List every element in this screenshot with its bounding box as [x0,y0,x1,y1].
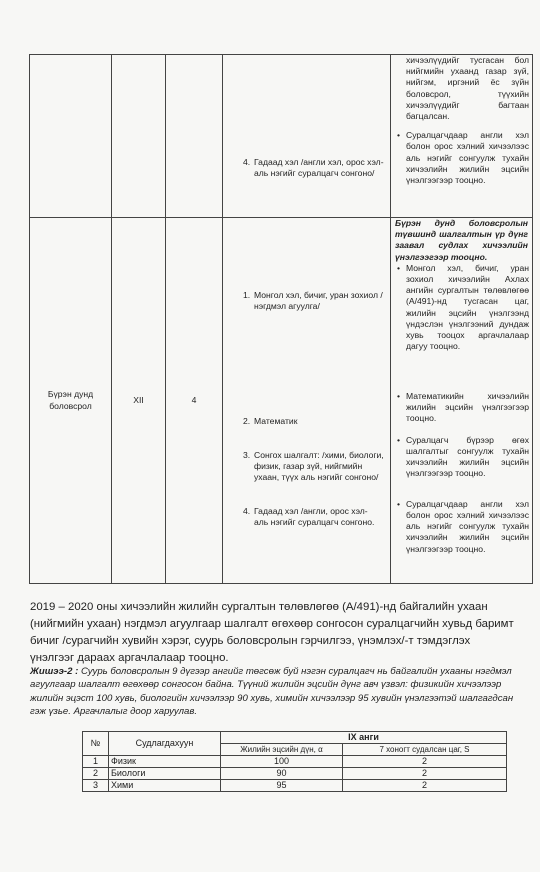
table-row [30,55,533,218]
header-num: № [83,732,109,756]
header-group: IX анги [221,732,507,744]
example-label: Жишээ-2 : [30,666,79,677]
notes-cell [391,218,533,584]
note-item: • Суралцагч бүрээр өгөх шалгалтыг сонгуулж тухайн хичээлийн жилийн эцсийн үнэлгээгээр тооцно. [391,435,532,499]
level-cell: Бүрэн дунд боловсрол [30,218,112,584]
table-row: 2 Биологи 90 2 [83,768,507,780]
bullet-icon: • [397,434,401,445]
bullet-icon: • [397,390,401,401]
subject-item: 3. Сонгох шалгалт: /хими, биологи, физик, газар зүй, нийгмийн ухаан, түүх аль нэгийг сонгоно/ [243,450,384,483]
header-hours: 7 хоногт судалсан цаг, S [343,744,507,756]
bullet-icon: • [397,262,401,273]
subject-cell [223,218,391,584]
grade-cell: XII [112,218,166,584]
note-continuation: хичээлүүдийг тусгасан бол нийгмийн ухаанд газар зүй, нийгэм, иргэний ёс зүйн боловсрол, түүхийн хичээлүүдийг багтаан багцалсан. [406,55,529,122]
subject-item: 4. Гадаад хэл /англи, орос хэл- аль нэгийг суралцагч сонгоно. [243,506,375,528]
example-text: Суурь боловсролын 9 дүгээр ангийг төгсөж буй нэгэн суралцагч нь байгалийн ухааны нэгдмэл агуулгаар шалгалт өгөхөөр сонгосон байна. Түүний жилийн эцсийн дүнг авч үзвэл: физикийн хичээлээр жилийн эцэст 100 хувь, биологийн хичээлээр 90 хувь, химийн хичээлээр 95 хувийн үнэлгээтэй шалгагдсан гэж үзье. Аргачлалыг доор харуулав. [30,666,514,718]
subject-item: 1. Монгол хэл, бичиг, уран зохиол /нэгдмэл агуулга/ [243,290,383,312]
bullet-icon: • [397,130,401,141]
table-header-row [83,732,507,744]
note-item: • Монгол хэл, бичиг, уран зохиол хичээлийн Ахлах ангийн сургалтын төлөвлөгөө (А/491)-нд тусгасан цаг, жилийн эцсийн үнэлгээнд үндэслэн үнэлгээний дундаж хувь тооцох аргачлалаар дагуу тооцно. [391,263,532,391]
table-row: 1 Физик 100 2 [83,756,507,768]
note-item: • Суралцагчдаар англи хэл болон орос хэлний хичээлээс аль нэгийг сонгуулж тухайн хичээлийн жилийн эцсийн үнэлгээгээр тооцно. [397,498,529,554]
table-row: 3 Хими 95 2 [83,780,507,792]
bullet-icon: • [397,498,401,509]
subject-item: 4. Гадаад хэл /англи хэл, орос хэл- аль нэгийг суралцагч сонгоно/ [243,157,384,179]
subject-cell [223,55,391,218]
subject-item: 2. Математик [243,416,298,426]
header-subject: Судлагдахуун [109,732,221,756]
body-paragraph: 2019 – 2020 оны хичээлийн жилийн сургалтын төлөвлөгөө (А/491)-нд байгалийн ухаан (нийгмийн ухаан) нэгдмэл агуулгаар шалгалт өгөхөөр сонгосон суралцагчийн хувьд баримт бичиг /сурагчийн хувийн хэрэг, суурь боловсролын гэрчилгээ, үнэмлэх/-т тэмдэглэх үнэлгээг дараах аргачлалаар тооцно. [30,601,514,664]
notes-cell [391,55,533,218]
notes-intro: Бүрэн дунд боловсролын түвшинд шалгалтын үр дүнг заавал судлах хичээлийн үнэлгээгээр тооцно. [395,218,528,262]
count-cell: 4 [166,218,223,584]
curriculum-table [29,54,533,584]
note-item: • Суралцагчдаар англи хэл болон орос хэлний хичээлээс аль нэгийг сонгуулж тухайн хичээлийн жилийн эцсийн үнэлгээгээр тооцно. [397,130,529,186]
table-row [30,218,533,584]
example-paragraph [30,665,520,719]
note-item: • Математикийн хичээлийн жилийн эцсийн үнэлгээгээр тооцно. [391,391,532,435]
header-score: Жилийн эцсийн дүн, α [221,744,343,756]
grades-table [82,731,507,792]
